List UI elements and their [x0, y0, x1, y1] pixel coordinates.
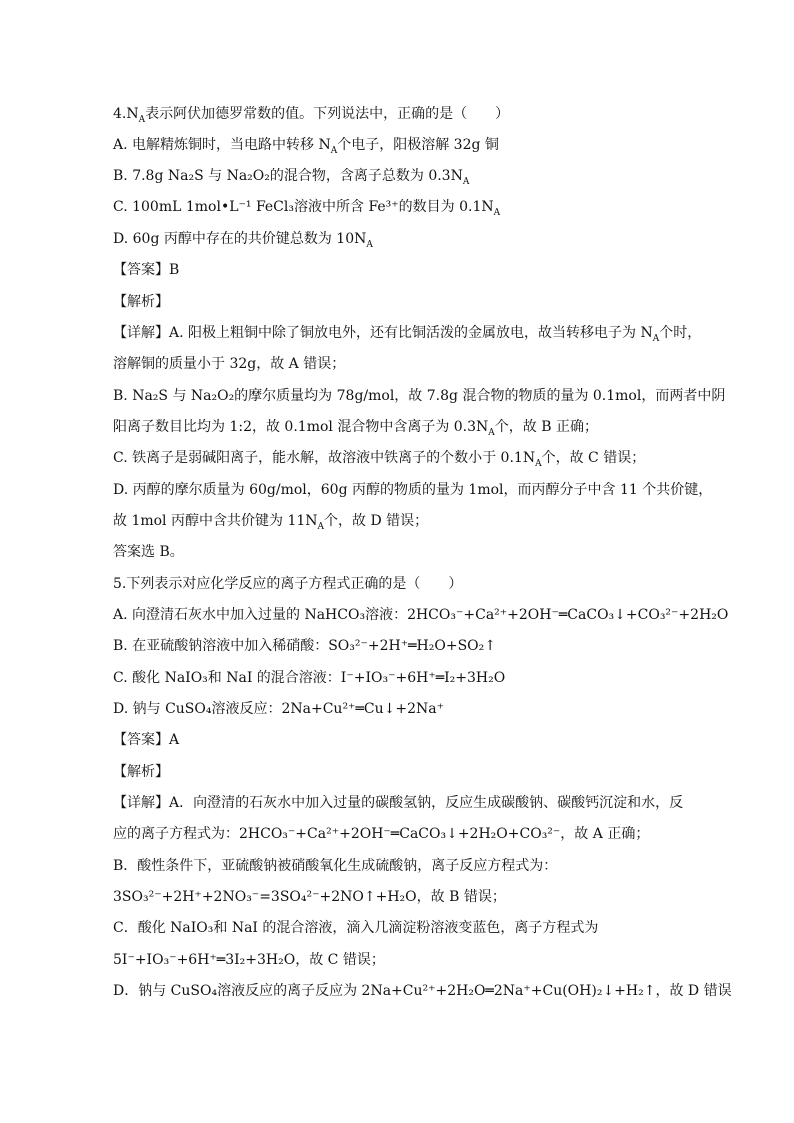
q4-stem: $4.N_A$表示阿伏加德罗常数的值。下列说法中，正确的是（ ）: [113, 106, 510, 125]
q4-detail-a-line2: 溶解铜的质量小于 32g，故 A 错误；: [113, 356, 346, 372]
q5-stem: 5.下列表示对应化学反应的离子方程式正确的是（ ）: [113, 576, 463, 592]
q4-conclusion: 答案选 B。: [113, 544, 184, 560]
q5-detail-b-line2: 3SO₃²⁻+2H⁺+2NO₃⁻=3SO₄²⁻+2NO↑+H₂O，故 B 错误；: [113, 889, 506, 905]
q4-detail-b-line1: B. Na₂S 与 Na₂O₂的摩尔质量均为 78g/mol，故 7.8g 混合物的物质的量为 0.1mol，而两者中阴: [113, 388, 726, 404]
q5-option-d: D. 钠与 CuSO₄溶液反应：2Na+Cu²⁺═Cu↓+2Na⁺: [113, 701, 444, 717]
q4-detail-a-line1: 【详解】A. 阳极上粗铜中除了铜放电外，还有比铜活泼的金属放电，故当转移电子为 $N_A$个时，: [113, 325, 702, 344]
q5-option-a: A. 向澄清石灰水中加入过量的 NaHCO₃溶液：2HCO₃⁻+Ca²⁺+2OH⁻═CaCO₃↓+CO₃²⁻+2H₂O: [113, 607, 729, 623]
q4-option-b: B. 7.8g Na₂S 与 Na₂O₂的混合物，含离子总数为 $0.3N_A$: [113, 168, 470, 187]
q4-option-a: A. 电解精炼铜时，当电路中转移 $N_A$个电子，阳极溶解 32g 铜: [113, 137, 499, 156]
q4-detail-b-line2: 阳离子数目比均为 1:2，故 0.1mol 混合物中含离子为 $0.3N_A$个，故 B 正确；: [113, 419, 598, 438]
q5-detail-a-line2: 应的离子方程式为：2HCO₃⁻+Ca²⁺+2OH⁻═CaCO₃↓+2H₂O+CO₃²⁻，故 A 正确；: [113, 826, 650, 842]
q5-detail-c-line2: 5I⁻+IO₃⁻+6H⁺═3I₂+3H₂O，故 C 错误；: [113, 952, 385, 968]
q4-option-d: D. 60g 丙醇中存在的共价键总数为 $10N_A$: [113, 231, 373, 250]
q5-answer: 【答案】A: [113, 732, 180, 748]
q4-detail-d-line2: 故 1mol 丙醇中含共价键为 $11N_A$个，故 D 错误；: [113, 513, 429, 532]
q5-detail-d: D．钠与 CuSO₄溶液反应的离子反应为 2Na+Cu²⁺+2H₂O═2Na⁺+Cu(OH)₂↓+H₂↑，故 D 错误: [113, 983, 732, 999]
q5-option-b: B. 在亚硫酸钠溶液中加入稀硝酸：SO₃²⁻+2H⁺═H₂O+SO₂↑: [113, 638, 496, 654]
q5-detail-c-line1: C．酸化 NaIO₃和 NaI 的混合溶液，滴入几滴淀粉溶液变蓝色，离子方程式为: [113, 920, 599, 936]
q5-analysis-heading: 【解析】: [113, 764, 169, 780]
q5-detail-a-line1: 【详解】A．向澄清的石灰水中加入过量的碳酸氢钠，反应生成碳酸钠、碳酸钙沉淀和水，反: [113, 795, 684, 811]
q4-option-c: C. 100mL 1mol•L⁻¹ FeCl₃溶液中所含 Fe³⁺的数目为 $0.1N_A$: [113, 199, 501, 218]
q4-detail-d-line1: D. 丙醇的摩尔质量为 60g/mol，60g 丙醇的物质的量为 1mol，而丙醇分子中含 11 个共价键，: [113, 482, 713, 498]
q4-answer: 【答案】B: [113, 262, 180, 278]
q5-detail-b-line1: B．酸性条件下，亚硫酸钠被硝酸氧化生成硫酸钠，离子反应方程式为：: [113, 858, 558, 874]
q5-option-c: C. 酸化 NaIO₃和 NaI 的混合溶液：I⁻+IO₃⁻+6H⁺═I₂+3H₂O: [113, 670, 506, 686]
q4-detail-c: C. 铁离子是弱碱阳离子，能水解，故溶液中铁离子的个数小于 $0.1N_A$个，故 C 错误；: [113, 450, 646, 469]
q4-analysis-heading: 【解析】: [113, 294, 169, 310]
